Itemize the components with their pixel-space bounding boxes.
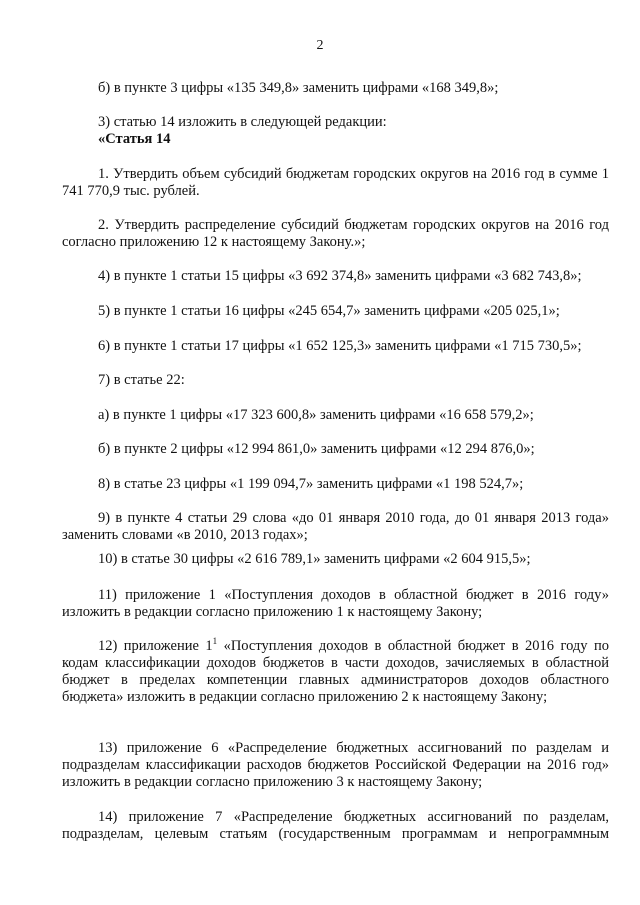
superscript-number: 1: [212, 636, 218, 647]
paragraph-3: 3) статью 14 изложить в следующей редакции:: [98, 114, 387, 130]
paragraph-7b: б) в пункте 2 цифры «12 994 861,0» заменить цифрами «12 294 876,0»;: [98, 441, 535, 457]
paragraph-5: 5) в пункте 1 статьи 16 цифры «245 654,7» заменить цифрами «205 025,1»;: [98, 303, 560, 319]
paragraph-13: 13) приложение 6 «Распределение бюджетных ассигнований по разделам и подразделам классификации расходов бюджетов Российской Федерации на 2016 год» изложить в редакции согласно приложению 3 к настоящему Закону;: [62, 740, 609, 790]
article-heading: «Статья 14: [98, 131, 171, 147]
paragraph-12: [62, 638, 609, 706]
paragraph-10: 10) в статье 30 цифры «2 616 789,1» заменить цифрами «2 604 915,5»;: [98, 551, 531, 567]
paragraph-8: 8) в статье 23 цифры «1 199 094,7» заменить цифрами «1 198 524,7»;: [98, 476, 524, 492]
paragraph-12-rest: «Поступления доходов в областной бюджет в 2016 году по кодам классификации доходов бюджетов в части доходов, зачисляемых в областной бюджет в пределах компетенции главных администраторов доходов областного бюджета» изложить в редакции согласно приложению 2 к настоящему Закону;: [62, 638, 610, 705]
paragraph-2: 2. Утвердить распределение субсидий бюджетам городских округов на 2016 год согласно приложению 12 к настоящему Закону.»;: [62, 217, 609, 250]
paragraph-14: 14) приложение 7 «Распределение бюджетных ассигнований по разделам, подразделам, целевым статьям (государственным программам и непрограммным: [62, 809, 609, 842]
paragraph-11: 11) приложение 1 «Поступления доходов в областной бюджет в 2016 году» изложить в редакции согласно приложению 1 к настоящему Закону;: [62, 587, 609, 620]
paragraph-7: 7) в статье 22:: [98, 372, 185, 388]
paragraph-12-start: 12) приложение 1: [98, 638, 213, 654]
page-number: 2: [316, 38, 324, 53]
paragraph-9: 9) в пункте 4 статьи 29 слова «до 01 января 2010 года, до 01 января 2013 года» заменить словами «в 2010, 2013 годах»;: [62, 510, 609, 543]
paragraph-4: 4) в пункте 1 статьи 15 цифры «3 692 374,8» заменить цифрами «3 682 743,8»;: [98, 268, 582, 284]
paragraph-b3: б) в пункте 3 цифры «135 349,8» заменить цифрами «168 349,8»;: [98, 80, 499, 96]
paragraph-7a: а) в пункте 1 цифры «17 323 600,8» заменить цифрами «16 658 579,2»;: [98, 407, 534, 423]
paragraph-1: 1. Утвердить объем субсидий бюджетам городских округов на 2016 год в сумме 1 741 770,9 тыс. рублей.: [62, 166, 609, 199]
paragraph-6: 6) в пункте 1 статьи 17 цифры «1 652 125,3» заменить цифрами «1 715 730,5»;: [98, 338, 582, 354]
